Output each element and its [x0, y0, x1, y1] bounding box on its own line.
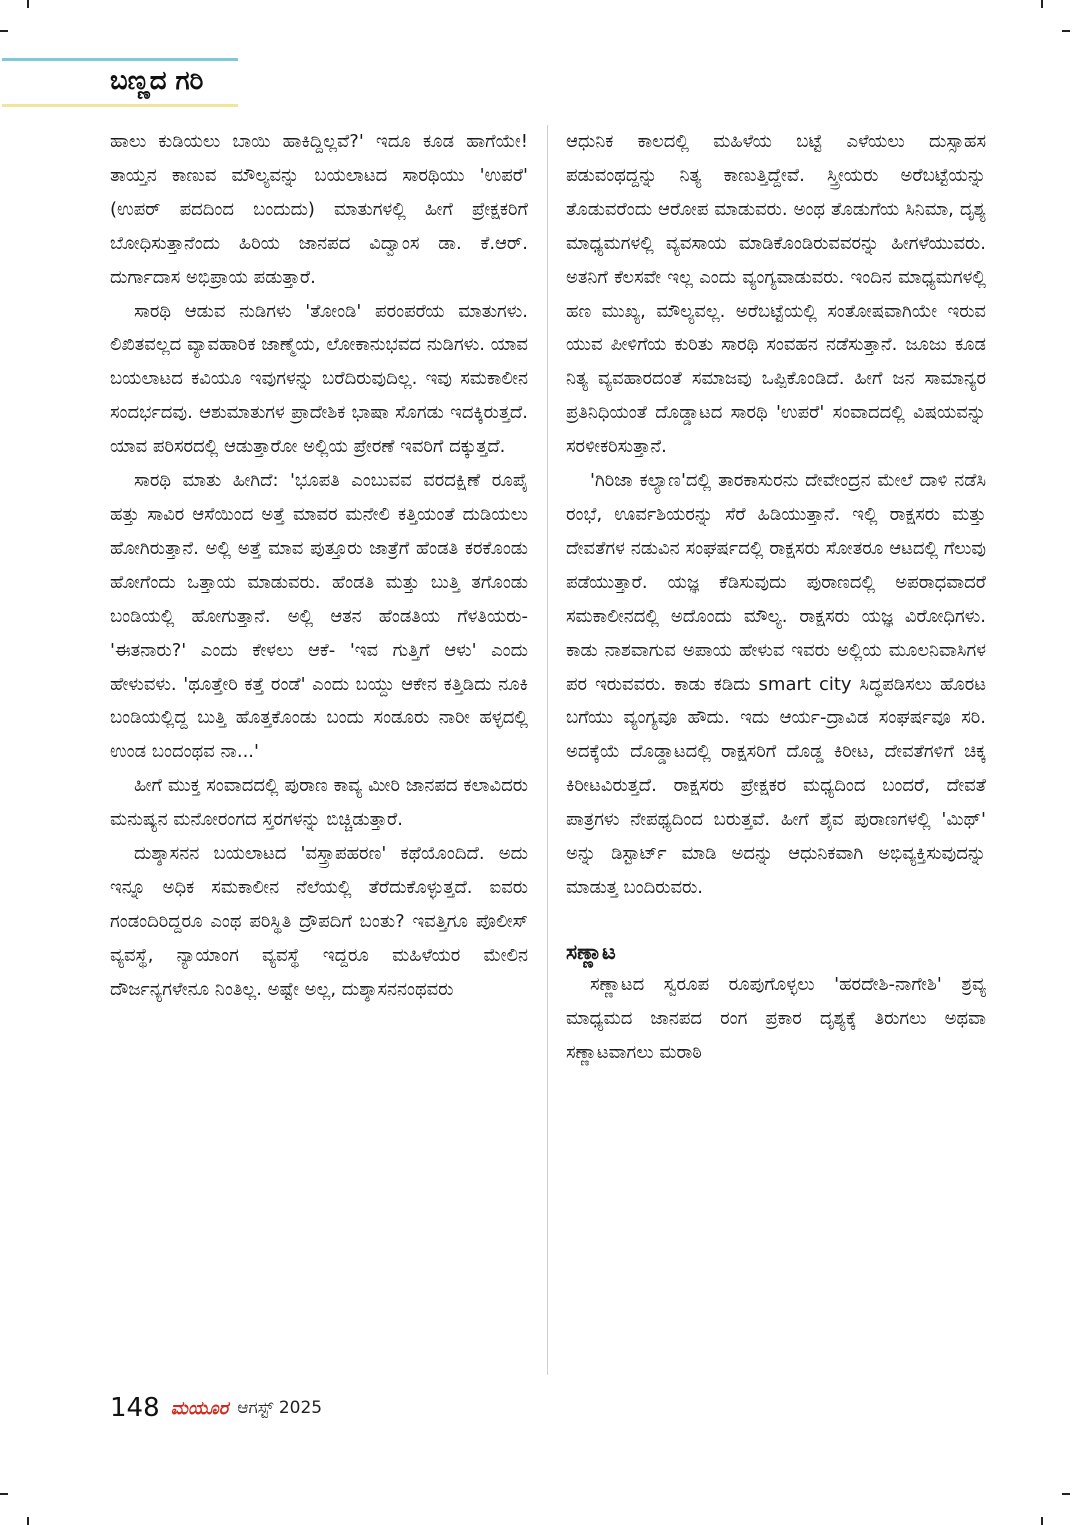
- section-header: [2, 58, 238, 108]
- body-paragraph: ಆಧುನಿಕ ಕಾಲದಲ್ಲಿ ಮಹಿಳೆಯ ಬಟ್ಟೆ ಎಳೆಯಲು ದುಸ್ಸಾಹಸ ಪಡುವಂಥದ್ದನ್ನು ನಿತ್ಯ ಕಾಣುತ್ತಿದ್ದೇವೆ. ಸ್ತ್ರೀಯರು ಅರೆಬಟ್ಟೆಯನ್ನು ತೊಡುವರೆಂದು ಆರೋಪ ಮಾಡುವರು. ಅಂಥ ತೊಡುಗೆಯ ಸಿನಿಮಾ, ದೃಶ್ಯ ಮಾಧ್ಯಮಗಳಲ್ಲಿ ವ್ಯವಸಾಯ ಮಾಡಿಕೊಂಡಿರುವವರನ್ನು ಹೀಗಳೆಯುವರು. ಅತನಿಗೆ ಕೆಲಸವೇ ಇಲ್ಲ ಎಂದು ವ್ಯಂಗ್ಯವಾಡುವರು. ಇಂದಿನ ಮಾಧ್ಯಮಗಳಲ್ಲಿ ಹಣ ಮುಖ್ಯ, ಮೌಲ್ಯವಲ್ಲ. ಅರೆಬಟ್ಟೆಯಲ್ಲಿ ಸಂತೋಷವಾಗಿಯೇ ಇರುವ ಯುವ ಪೀಳಿಗೆಯ ಕುರಿತು ಸಾರಥಿ ಸಂವಹನ ನಡೆಸುತ್ತಾನೆ. ಜೂಜು ಕೂಡ ನಿತ್ಯ ವ್ಯವಹಾರದಂತೆ ಸಮಾಜವು ಒಪ್ಪಿಕೊಂಡಿದೆ. ಹೀಗೆ ಜನ ಸಾಮಾನ್ಯರ ಪ್ರತಿನಿಧಿಯಂತೆ ದೊಡ್ಡಾಟದ ಸಾರಥಿ 'ಉಪರೆ' ಸಂವಾದದಲ್ಲಿ ವಿಷಯವನ್ನು ಸರಳೀಕರಿಸುತ್ತಾನೆ.: [566, 131, 986, 458]
- crop-mark: [1062, 1493, 1070, 1495]
- column-divider: [547, 125, 548, 1375]
- header-bottom-rule: [2, 104, 238, 107]
- magazine-logo: ಮಯೂರ: [170, 1397, 229, 1419]
- body-paragraph: ಹೀಗೆ ಮುಕ್ತ ಸಂವಾದದಲ್ಲಿ ಪುರಾಣ ಕಾವ್ಯ ಮೀರಿ ಜಾನಪದ ಕಲಾವಿದರು ಮನುಷ್ಯನ ಮನೋರಂಗದ ಸ್ತರಗಳನ್ನು ಬಿಚ್ಚಿಡುತ್ತಾರೆ.: [110, 775, 528, 831]
- crop-mark: [1041, 1517, 1043, 1525]
- header-top-rule: [2, 58, 238, 61]
- page-number: 148: [110, 1393, 160, 1423]
- crop-mark: [0, 30, 8, 32]
- crop-mark: [27, 0, 29, 8]
- left-column: [110, 125, 528, 1007]
- body-paragraph: ಹಾಲು ಕುಡಿಯಲು ಬಾಯಿ ಹಾಕಿದ್ದಿಲ್ಲವೆ?' ಇದೂ ಕೂಡ ಹಾಗೆಯೇ! ತಾಯ್ತನ ಕಾಣುವ ಮೌಲ್ಯವನ್ನು ಬಯಲಾಟದ ಸಾರಥಿಯು 'ಉಪರೆ' (ಉಪರ್ ಪದದಿಂದ ಬಂದುದು) ಮಾತುಗಳಲ್ಲಿ ಹೀಗೆ ಪ್ರೇಕ್ಷಕರಿಗೆ ಬೋಧಿಸುತ್ತಾನೆಂದು ಹಿರಿಯ ಜಾನಪದ ವಿದ್ವಾಂಸ ಡಾ. ಕೆ.ಆರ್. ದುರ್ಗಾದಾಸ ಅಭಿಪ್ರಾಯ ಪಡುತ್ತಾರೆ.: [110, 131, 528, 288]
- body-paragraph: 'ಗಿರಿಜಾ ಕಲ್ಯಾಣ'ದಲ್ಲಿ ತಾರಕಾಸುರನು ದೇವೇಂದ್ರನ ಮೇಲೆ ದಾಳಿ ನಡೆಸಿ ರಂಭೆ, ಊರ್ವಶಿಯರನ್ನು ಸೆರೆ ಹಿಡಿಯುತ್ತಾನೆ. ಇಲ್ಲಿ ರಾಕ್ಷಸರು ಮತ್ತು ದೇವತೆಗಳ ನಡುವಿನ ಸಂಘರ್ಷದಲ್ಲಿ ರಾಕ್ಷಸರು ಸೋತರೂ ಆಟದಲ್ಲಿ ಗೆಲುವು ಪಡೆಯುತ್ತಾರೆ. ಯಜ್ಞ ಕೆಡಿಸುವುದು ಪುರಾಣದಲ್ಲಿ ಅಪರಾಧವಾದರೆ ಸಮಕಾಲೀನದಲ್ಲಿ ಅದೊಂದು ಮೌಲ್ಯ. ರಾಕ್ಷಸರು ಯಜ್ಞ ವಿರೋಧಿಗಳು. ಕಾಡು ನಾಶವಾಗುವ ಅಪಾಯ ಹೇಳುವ ಇವರು ಅಲ್ಲಿಯ ಮೂಲನಿವಾಸಿಗಳ ಪರ ಇರುವವರು. ಕಾಡು ಕಡಿದು smart city ಸಿದ್ಧಪಡಿಸಲು ಹೊರಟ ಬಗೆಯು ವ್ಯಂಗ್ಯವೂ ಹೌದು. ಇದು ಆರ್ಯ-ದ್ರಾವಿಡ ಸಂಘರ್ಷವೂ ಸರಿ. ಅದಕ್ಕೆಯೆ ದೊಡ್ಡಾಟದಲ್ಲಿ ರಾಕ್ಷಸರಿಗೆ ದೊಡ್ಡ ಕಿರೀಟ, ದೇವತೆಗಳಿಗೆ ಚಿಕ್ಕ ಕಿರೀಟವಿರುತ್ತದೆ. ರಾಕ್ಷಸರು ಪ್ರೇಕ್ಷಕರ ಮಧ್ಯದಿಂದ ಬಂದರೆ, ದೇವತೆ ಪಾತ್ರಗಳು ನೇಪಥ್ಯದಿಂದ ಬರುತ್ತವೆ. ಹೀಗೆ ಶೈವ ಪುರಾಣಗಳಲ್ಲಿ 'ಮಿಥ್' ಅನ್ನು ಡಿಸ್ಟಾರ್ಟ್ ಮಾಡಿ ಅದನ್ನು ಆಧುನಿಕವಾಗಿ ಅಭಿವ್ಯಕ್ತಿಸುವುದನ್ನು ಮಾಡುತ್ತ ಬಂದಿರುವರು.: [566, 470, 986, 898]
- subheading: ಸಣ್ಣಾಟ: [566, 939, 616, 964]
- crop-mark: [1041, 0, 1043, 8]
- body-paragraph: ಸಾರಥಿ ಆಡುವ ನುಡಿಗಳು 'ತೋಂಡಿ' ಪರಂಪರೆಯ ಮಾತುಗಳು. ಲಿಖಿತವಲ್ಲದ ವ್ಯಾವಹಾರಿಕ ಜಾಣ್ಮೆಯ, ಲೋಕಾನುಭವದ ನುಡಿಗಳು. ಯಾವ ಬಯಲಾಟದ ಕವಿಯೂ ಇವುಗಳನ್ನು ಬರೆದಿರುವುದಿಲ್ಲ. ಇವು ಸಮಕಾಲೀನ ಸಂದರ್ಭದವು. ಆಶುಮಾತುಗಳ ಪ್ರಾದೇಶಿಕ ಭಾಷಾ ಸೊಗಡು ಇದಕ್ಕಿರುತ್ತದೆ. ಯಾವ ಪರಿಸರದಲ್ಲಿ ಆಡುತ್ತಾರೋ ಅಲ್ಲಿಯ ಪ್ರೇರಣೆ ಇವರಿಗೆ ದಕ್ಕುತ್ತದೆ.: [110, 300, 528, 458]
- body-paragraph: ದುಶ್ಶಾಸನನ ಬಯಲಾಟದ 'ವಸ್ತ್ರಾಪಹರಣ' ಕಥೆಯೊಂದಿದೆ. ಅದು ಇನ್ನೂ ಅಧಿಕ ಸಮಕಾಲೀನ ನೆಲೆಯಲ್ಲಿ ತೆರೆದುಕೊಳ್ಳುತ್ತದೆ. ಐವರು ಗಂಡಂದಿರಿದ್ದರೂ ಎಂಥ ಪರಿಸ್ಥಿತಿ ದ್ರೌಪದಿಗೆ ಬಂತು? ಇವತ್ತಿಗೂ ಪೊಲೀಸ್ ವ್ಯವಸ್ಥೆ, ನ್ಯಾಯಾಂಗ ವ್ಯವಸ್ಥೆ ಇದ್ದರೂ ಮಹಿಳೆಯರ ಮೇಲಿನ ದೌರ್ಜನ್ಯಗಳೇನೂ ನಿಂತಿಲ್ಲ. ಅಷ್ಟೇ ಅಲ್ಲ, ದುಶ್ಶಾಸನನಂಥವರು: [110, 843, 528, 1000]
- body-paragraph: ಸಣ್ಣಾಟದ ಸ್ವರೂಪ ರೂಪುಗೊಳ್ಳಲು 'ಹರದೇಶಿ-ನಾಗೇಶಿ' ಶ್ರವ್ಯ ಮಾಧ್ಯಮದ ಜಾನಪದ ರಂಗ ಪ್ರಕಾರ ದೃಶ್ಯಕ್ಕೆ ತಿರುಗಲು ಅಥವಾ ಸಣ್ಣಾಟವಾಗಲು ಮರಾಠಿ: [566, 973, 986, 1063]
- issue-date: ಆಗಸ್ಟ್ 2025: [237, 1398, 323, 1418]
- crop-mark: [1062, 30, 1070, 32]
- body-paragraph: ಸಾರಥಿ ಮಾತು ಹೀಗಿದೆ: 'ಭೂಪತಿ ಎಂಬುವವ ವರದಕ್ಷಿಣೆ ರೂಪೈ ಹತ್ತು ಸಾವಿರ ಆಸೆಯಿಂದ ಅತ್ತೆ ಮಾವರ ಮನೇಲಿ ಕತ್ತಿಯಂತೆ ದುಡಿಯಲು ಹೋಗಿರುತ್ತಾನೆ. ಅಲ್ಲಿ ಅತ್ತೆ ಮಾವ ಪುತ್ತೂರು ಜಾತ್ರೆಗೆ ಹೆಂಡತಿ ಕರಕೊಂಡು ಹೋಗೆಂದು ಒತ್ತಾಯ ಮಾಡುವರು. ಹೆಂಡತಿ ಮತ್ತು ಬುತ್ತಿ ತಗೊಂಡು ಬಂಡಿಯಲ್ಲಿ ಹೋಗುತ್ತಾನೆ. ಅಲ್ಲಿ ಆತನ ಹೆಂಡತಿಯ ಗೆಳತಿಯರು- 'ಈತನಾರು?' ಎಂದು ಕೇಳಲು ಆಕೆ- 'ಇವ ಗುತ್ತಿಗೆ ಆಳು' ಎಂದು ಹೇಳುವಳು. 'ಥೂತ್ತೇರಿ ಕತ್ತೆ ರಂಡೆ' ಎಂದು ಬಯ್ದು ಆಕೇನ ಕತ್ತಿಡಿದು ನೂಕಿ ಬಂಡಿಯಲ್ಲಿದ್ದ ಬುತ್ತಿ ಹೊತ್ತಕೊಂಡು ಬಂದು ಸಂಡೂರು ನಾರೀ ಹಳ್ಳದಲ್ಲಿ ಉಂಡ ಬಂದಂಥವ ನಾ...': [110, 470, 528, 763]
- page-footer: [110, 1393, 322, 1423]
- section-title: ಬಣ್ಣದ ಗರಿ: [110, 66, 204, 96]
- crop-mark: [0, 1493, 8, 1495]
- right-column: [566, 125, 986, 1070]
- crop-mark: [27, 1517, 29, 1525]
